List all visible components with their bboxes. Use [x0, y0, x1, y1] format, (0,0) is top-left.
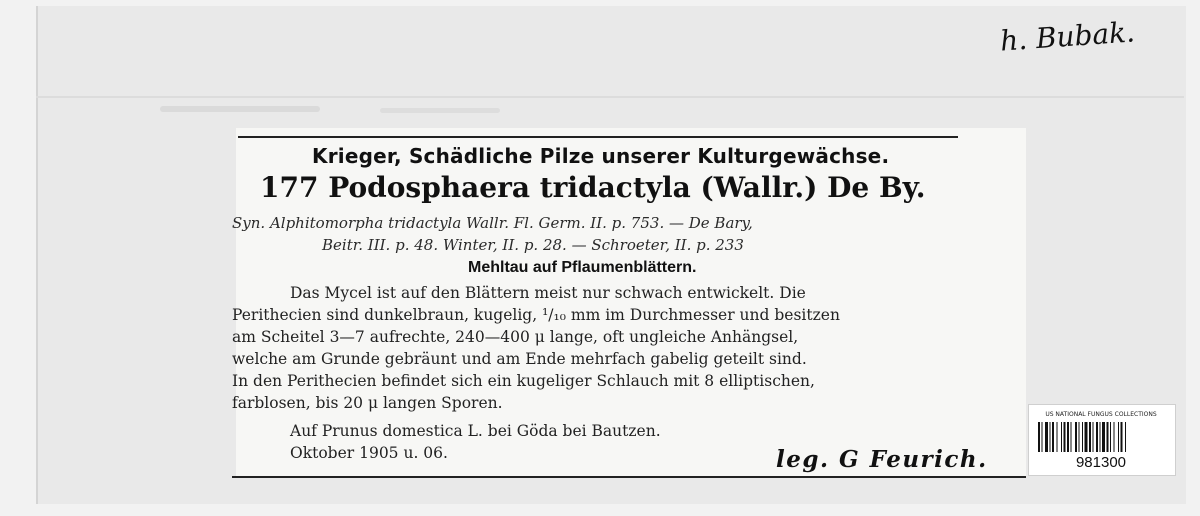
handwritten-signature: h. Bubak.: [999, 15, 1136, 58]
series-title: Krieger, Schädliche Pilze unserer Kulturgewächse.: [312, 144, 890, 168]
locality: Auf Prunus domestica L. bei Göda bei Bautzen.: [290, 422, 661, 440]
description-line: Perithecien sind dunkelbraun, kugelig, ¹/₁₀ mm im Durchmesser und besitzen: [232, 306, 840, 324]
flap-shadow: [160, 106, 320, 112]
species-title: 177 Podosphaera tridactyla (Wallr.) De By.: [260, 171, 926, 204]
label-top-rule: [238, 136, 958, 138]
synonym-line: Beitr. III. p. 48. Winter, II. p. 28. — Schroeter, II. p. 233: [322, 236, 744, 254]
barcode-number: 981300: [1075, 454, 1127, 471]
collection-date: Oktober 1905 u. 06.: [290, 444, 448, 462]
description-line: am Scheitel 3—7 aufrechte, 240—400 μ lange, oft ungleiche Anhängsel,: [232, 328, 799, 346]
description-line: welche am Grunde gebräunt und am Ende mehrfach gabelig geteilt sind.: [232, 350, 807, 368]
envelope-flap-edge: [36, 96, 1184, 98]
description-line: Das Mycel ist auf den Blättern meist nur schwach entwickelt. Die: [290, 284, 806, 302]
description-line: farblosen, bis 20 μ langen Sporen.: [232, 394, 503, 412]
flap-shadow: [380, 108, 500, 113]
barcode-icon: [1038, 422, 1164, 452]
label-bottom-rule: [232, 476, 1026, 478]
barcode-header: US NATIONAL FUNGUS COLLECTIONS: [1045, 411, 1157, 418]
common-name: Mehltau auf Pflaumenblättern.: [468, 259, 697, 276]
description-line: In den Perithecien befindet sich ein kugeliger Schlauch mit 8 elliptischen,: [232, 372, 815, 390]
synonym-line: Syn. Alphitomorpha tridactyla Wallr. Fl. Germ. II. p. 753. — De Bary,: [232, 214, 753, 232]
collector: leg. G Feurich.: [776, 446, 988, 473]
